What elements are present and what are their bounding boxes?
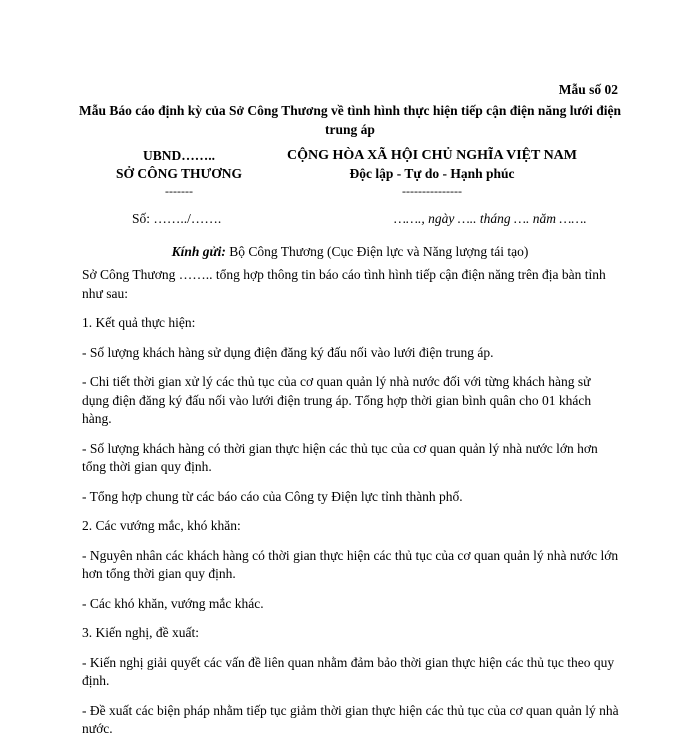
section-heading-results: 1. Kết quả thực hiện: — [82, 315, 196, 330]
agency-ubnd: UBND…….. — [142, 148, 215, 163]
body-paragraph: - Chi tiết thời gian xử lý các thủ tục của cơ quan quản lý nhà nước đối với từng khách hàng sử dụng điện đăng ký đấu nối vào lưới điện trung áp. Tổng hợp thời gian bình quân cho 01 khách hàng. — [82, 374, 592, 426]
section-heading-difficulties: 2. Các vướng mắc, khó khăn: — [82, 518, 241, 533]
document-number: Số: ……../……. — [132, 211, 222, 226]
issuing-agency-block — [100, 147, 258, 199]
section-heading-recommendations: 3. Kiến nghị, đề xuất: — [82, 625, 199, 640]
body-paragraph: - Đề xuất các biện pháp nhằm tiếp tục giảm thời gian thực hiện các thủ tục của cơ quan quản lý nhà nước. — [82, 702, 619, 736]
motto-divider: --------------- — [402, 184, 462, 198]
body-paragraph: - Các khó khăn, vướng mắc khác. — [82, 595, 264, 611]
body-paragraph: - Số lượng khách hàng sử dụng điện đăng ký đấu nối vào lưới điện trung áp. — [82, 344, 494, 360]
document-title: Mẫu Báo cáo định kỳ của Sở Công Thương về tình hình thực hiện tiếp cận điện năng lưới điện trung áp — [79, 103, 621, 137]
intro-paragraph: Sở Công Thương …….. tổng hợp thông tin báo cáo tình hình tiếp cận điện năng trên địa bàn tỉnh như sau: — [82, 267, 606, 301]
recipient-line — [0, 244, 700, 260]
body-paragraph: - Tổng hợp chung từ các báo cáo của Công ty Điện lực tỉnh thành phố. — [82, 488, 463, 504]
body-paragraph: - Nguyên nhân các khách hàng có thời gian thực hiện các thủ tục của cơ quan quản lý nhà nước lớn hơn tổng thời gian quy định. — [82, 547, 619, 581]
report-body — [82, 266, 620, 750]
recipient-text: Bộ Công Thương (Cục Điện lực và Năng lượng tái tạo) — [225, 244, 529, 259]
agency-divider: ------- — [165, 184, 193, 198]
body-paragraph: - Số lượng khách hàng có thời gian thực hiện các thủ tục của cơ quan quản lý nhà nước lớn hơn tổng thời gian quy định. — [82, 440, 598, 474]
body-paragraph: - Kiến nghị giải quyết các vấn đề liên quan nhằm đảm bảo thời gian thực hiện các thủ tục theo quy định. — [82, 654, 615, 688]
national-motto-block — [282, 147, 582, 199]
country-name: CỘNG HÒA XÃ HỘI CHỦ NGHĨA VIỆT NAM — [286, 148, 577, 163]
national-motto: Độc lập - Tự do - Hạnh phúc — [349, 166, 515, 181]
agency-name: SỞ CÔNG THƯƠNG — [115, 166, 242, 181]
recipient-label: Kính gửi: — [171, 244, 226, 259]
form-number: Mẫu số 02 — [558, 82, 618, 97]
date-line: ……., ngày ….. tháng …. năm ……. — [394, 211, 587, 226]
